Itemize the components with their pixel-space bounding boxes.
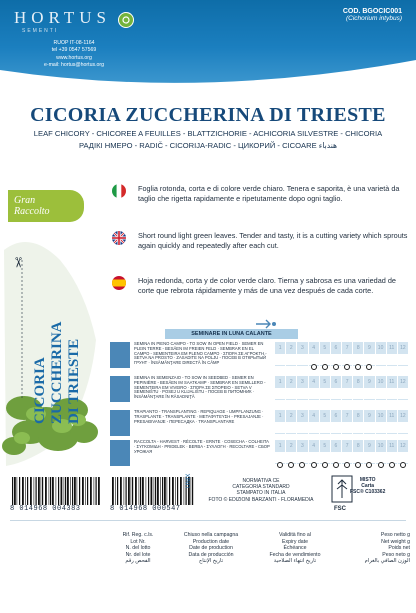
barcode-bar (14, 477, 16, 505)
month-marker-cell (309, 355, 319, 366)
barcode-bar (56, 477, 57, 505)
transplant-icon (110, 410, 130, 436)
month-cell: 10 (376, 376, 386, 388)
month-marker-cell (342, 389, 352, 400)
barcode-bar (98, 477, 100, 505)
barcode-bar (49, 477, 50, 505)
net-weight-column (338, 532, 410, 565)
calendar-row-label: TRAPIANTO - TRANSPLANTING · REPIQUAGE - UMPFLANZUNG · TRASPLANTE - TRANSPLANTE · ΜΕΤΑΦΥΤΕΥΣΗ - PRESAJANJE · PRESAĐIVANJE - ПЕРЕСАДКА · TRANSPLANTARE (134, 409, 264, 424)
meta-line: Peso neto g (382, 551, 410, 558)
waning-moon-dot-icon (355, 364, 361, 370)
barcode-bar (36, 477, 37, 505)
month-cell: 5 (320, 376, 330, 388)
barcode-bar (115, 477, 116, 505)
month-marker-cell (342, 423, 352, 434)
barcode-bar (30, 477, 32, 505)
translated-names-line-1: LEAF CHICORY - CHICOREE A FEUILLES - BLATTZICHORIE - ACHICORIA SILVESTRE - CHICORIA (33, 129, 383, 138)
month-marker-cell (376, 423, 386, 434)
contact-line: tel +39 0547 57569 (51, 47, 97, 54)
month-marker-cell (353, 423, 363, 434)
barcode-bar (169, 477, 170, 505)
month-marker-cell (297, 453, 307, 464)
barcode-bar (90, 477, 92, 505)
month-cell: 12 (398, 440, 408, 452)
barcode-bar (157, 477, 159, 505)
regulation-info (206, 478, 316, 503)
regulation-line: FOTO © EDIZIONI BARZANTI - FLORAMEDIA (208, 496, 314, 503)
month-cell: 11 (387, 342, 397, 354)
barcode-bar (142, 477, 144, 505)
month-cell: 1 (275, 342, 285, 354)
barcode-bar (120, 477, 122, 505)
month-cell: 2 (286, 410, 296, 422)
meta-line: تاريخ الإنتاج (198, 558, 224, 565)
barcode-bar (25, 477, 26, 505)
product-code-box (343, 8, 402, 22)
waning-moon-dot-icon (322, 364, 328, 370)
month-marker-cell (342, 453, 352, 464)
barcode-bar (79, 477, 80, 505)
barcode-bar (192, 477, 193, 505)
vertical-product-name (32, 268, 84, 428)
harvest-icon (110, 440, 130, 466)
contact-line: www.hortus.org (56, 54, 92, 61)
month-marker-cell (376, 453, 386, 464)
barcode-bar (19, 477, 20, 505)
waning-moon-dot-icon (366, 462, 372, 468)
month-cell: 4 (309, 440, 319, 452)
month-marker-cell (297, 355, 307, 366)
barcode-bar (155, 477, 156, 505)
barcode-bar (148, 477, 149, 505)
month-marker-cell (398, 453, 408, 464)
month-cell: 4 (309, 376, 319, 388)
month-cell: 6 (331, 376, 341, 388)
month-cell: 6 (331, 342, 341, 354)
barcode-bar (22, 477, 24, 505)
month-cell: 2 (286, 440, 296, 452)
month-cell: 10 (376, 440, 386, 452)
fsc-line: Carta (361, 483, 375, 489)
barcode-bar (94, 477, 95, 505)
description-english (118, 231, 408, 250)
month-marker-cell (309, 423, 319, 434)
month-cell: 8 (353, 342, 363, 354)
month-grid (275, 376, 408, 400)
meta-line: Data de producción (188, 551, 234, 558)
barcode-bar (135, 477, 137, 505)
meta-line: Peso netto g (380, 532, 410, 538)
barcode-bar (65, 477, 66, 505)
vertical-name-line: CICORIA (32, 357, 48, 424)
month-marker-cell (398, 389, 408, 400)
waning-moon-dot-icon (322, 462, 328, 468)
barcode-bar (27, 477, 28, 505)
month-marker-cell (353, 389, 363, 400)
meta-line: N. del lotto (125, 545, 151, 552)
month-marker-cell (309, 453, 319, 464)
waning-moon-dot-icon (299, 462, 305, 468)
meta-line: Nr. del lote (125, 551, 151, 558)
month-marker-cell (286, 355, 296, 366)
barcode-bar (85, 477, 86, 505)
month-marker-cell (387, 389, 397, 400)
month-cell: 6 (331, 440, 341, 452)
barcode-1-number: 8 014968 004383 (10, 505, 81, 513)
fsc-line: MISTO (359, 477, 376, 483)
month-grid (275, 440, 408, 464)
month-marker-cell (320, 423, 330, 434)
month-cell: 8 (353, 440, 363, 452)
waning-moon-dot-icon (355, 462, 361, 468)
month-marker-cell (331, 453, 341, 464)
description-italian (118, 184, 408, 203)
barcode-bar (34, 477, 35, 505)
vertical-name-line: DI TRIESTE (66, 338, 82, 424)
month-cell: 9 (364, 376, 374, 388)
waning-moon-dot-icon (344, 462, 350, 468)
barcode-bar (38, 477, 40, 505)
brand-logo: HORTUS (14, 8, 111, 27)
gran-raccolto-badge (8, 190, 84, 222)
meta-line: Date de production (189, 545, 233, 552)
waning-moon-dot-icon (378, 462, 384, 468)
month-cell: 1 (275, 410, 285, 422)
meta-line: Validità fino al (279, 532, 311, 538)
description-text: Foglia rotonda, corta e di colore verde chiaro. Tenera e saporita, è una varietà da taglio che rigetta rapidamente e ripetutamente dopo ogni taglio. (138, 184, 400, 203)
meta-line: Net weight g (381, 538, 410, 545)
barcode-bar (96, 477, 97, 505)
barcode-bar (50, 477, 51, 505)
seedbed-icon (110, 376, 130, 402)
barcode-bar (164, 477, 166, 505)
month-cell: 9 (364, 342, 374, 354)
barcode-bar (64, 477, 65, 505)
meta-line: Poids net (388, 545, 410, 552)
month-cell: 4 (309, 410, 319, 422)
month-cell: 7 (342, 410, 352, 422)
month-cell: 11 (387, 376, 397, 388)
waning-moon-dot-icon (311, 364, 317, 370)
barcode-bar (70, 477, 71, 505)
barcode-bar (67, 477, 69, 505)
month-cell: 10 (376, 342, 386, 354)
barcode-bar (139, 477, 140, 505)
month-cell: 12 (398, 410, 408, 422)
month-cell: 1 (275, 440, 285, 452)
month-cell: 8 (353, 376, 363, 388)
month-cell: 3 (297, 342, 307, 354)
month-marker-cell (286, 453, 296, 464)
barcode-bar (61, 477, 63, 505)
month-marker-cell (398, 355, 408, 366)
barcode-bar (58, 477, 59, 505)
month-cell: 11 (387, 410, 397, 422)
month-marker-cell (309, 389, 319, 400)
calendar-row-label: SEMINA IN PIENO CAMPO - TO SOW IN OPEN FIELD · SEMER EN PLEIN TERRE - BESÄEN IM FREIEN FELD · SEMBRAR EN EL CAMPO - SEMENTEIRA EM PLENO CAMPO · ΣΠΟΡΑ ΣΕ ΑΓΡΟΚΤΗ - SETVA NA PROSTO · ZASADITE NA POLJU - ПОСЕВ В ОТКРЫТЫЙ ГРУНТ · ÎNSĂMÂNŢARE DIRECTĂ ÎN CÂMP (134, 341, 267, 366)
month-marker-cell (320, 389, 330, 400)
meta-line: Fecha de vendimiento (269, 551, 321, 558)
calendar-header-waning-moon: SEMINARE IN LUNA CALANTE (165, 329, 298, 339)
month-marker-cell (364, 355, 374, 366)
month-marker-cell (364, 453, 374, 464)
month-cell: 3 (297, 410, 307, 422)
month-marker-cell (331, 355, 341, 366)
barcode-bar (132, 477, 133, 505)
month-cell: 7 (342, 376, 352, 388)
waning-moon-dot-icon (344, 364, 350, 370)
month-marker-cell (275, 453, 285, 464)
meta-line: Échéance (283, 545, 307, 552)
footer-divider (10, 520, 406, 521)
production-date-column (170, 532, 252, 565)
barcode-bar (124, 477, 125, 505)
barcode-bar (52, 477, 54, 505)
contact-line: RUOP IT-08-1164 (53, 40, 95, 46)
calendar-row-label: RACCOLTA - HARVEST · RÉCOLTE - ERNTE · COSECHA - COLHEITA · ΣΥΓΚΟΜΙΔΗ - PRIDELEK · BERBA - ΣΥΛΛΟΓΗ · RECOLTARE - СБОР УРОЖАЯ (134, 439, 270, 454)
barcode-bar (146, 477, 147, 505)
waning-moon-dot-icon (333, 364, 339, 370)
month-marker-cell (297, 423, 307, 434)
barcode-bar (167, 477, 168, 505)
month-cell: 11 (387, 440, 397, 452)
waning-moon-dot-icon (333, 462, 339, 468)
barcode-bar (162, 477, 163, 505)
month-marker-cell (320, 355, 330, 366)
calendar-row-label: SEMINA IN SEMENZAIO - TO SOW IN SEEDBED · SEMER EN PEPINIÈRE - BESÄEN IM SAATKAMP · SEMBRAR EN SEMILLERO - SEMENTEIRA EM VIVEIRO · ΣΠΟΡΑ ΣΕ ΣΠΟΡΕΙΟ - SETVA V SEMENIŠTU · POSEJ U KLIJALIŠTU - ПОСЕВ В ПИТОМНИК · ÎNSĂMÂNŢARE ÎN RĂSADNIŢĂ (134, 375, 266, 400)
scissors-icon: ✂ (10, 256, 27, 269)
barcode-bar (151, 477, 153, 505)
product-code: COD. BGOCIC001 (342, 8, 402, 15)
meta-line: الفحص رقم (125, 558, 151, 565)
contact-line: e-mail: hortus@hortus.org (43, 62, 105, 69)
waning-moon-dot-icon (389, 462, 395, 468)
barcode-bar (180, 477, 182, 505)
month-cell: 3 (297, 376, 307, 388)
lot-info-column (110, 532, 166, 565)
waning-moon-dot-icon (400, 462, 406, 468)
description-spanish (118, 276, 408, 295)
barcode-bar (77, 477, 78, 505)
waning-moon-dot-icon (288, 462, 294, 468)
month-marker-cell (398, 423, 408, 434)
barcode-bar (160, 477, 161, 505)
meta-line: تاريخ انتهاء الصلاحية (273, 558, 317, 565)
regulation-line: CATEGORIA STANDARD (232, 484, 290, 491)
month-cell: 12 (398, 342, 408, 354)
month-grid (275, 342, 408, 366)
description-text: Hoja redonda, corta y de color verde claro. Tierna y sabrosa es una variedad de corte que rebrota rápidamente y más de una vez después de cada corte. (138, 276, 396, 295)
header-band (0, 0, 416, 86)
month-marker-cell (275, 423, 285, 434)
meta-line: Lot Nr. (130, 538, 146, 545)
barcode-bar (112, 477, 114, 505)
month-cell: 5 (320, 440, 330, 452)
meta-line: Expiry date (282, 538, 308, 545)
month-cell: 3 (297, 440, 307, 452)
waning-moon-dot-icon (311, 462, 317, 468)
month-cell: 8 (353, 410, 363, 422)
barcode-bar (117, 477, 118, 505)
fsc-line: FSC® C103362 (350, 489, 386, 495)
month-cell: 7 (342, 440, 352, 452)
month-marker-cell (364, 389, 374, 400)
barcode-bar (41, 477, 42, 505)
barcode-bar (17, 477, 18, 505)
month-cell: 12 (398, 376, 408, 388)
month-cell: 2 (286, 376, 296, 388)
month-cell: 9 (364, 410, 374, 422)
month-cell: 6 (331, 410, 341, 422)
month-marker-cell (353, 355, 363, 366)
svg-text:FSC: FSC (334, 506, 346, 512)
month-marker-cell (286, 423, 296, 434)
badge-line-2: Raccolto (14, 206, 50, 217)
waning-moon-dot-icon (366, 364, 372, 370)
barcode-bar (128, 477, 130, 505)
month-marker-cell (275, 389, 285, 400)
barcode-bar (172, 477, 174, 505)
barcode-bar (45, 477, 47, 505)
month-marker-cell (286, 389, 296, 400)
product-title: CICORIA ZUCCHERINA DI TRIESTE (30, 104, 386, 126)
month-marker-cell (331, 389, 341, 400)
sowing-field-icon (110, 342, 130, 368)
month-marker-cell (342, 355, 352, 366)
barcode-bar (74, 477, 76, 505)
barcode-bar (184, 477, 185, 505)
month-grid (275, 410, 408, 434)
vertical-name-line: ZUCCHERINA (49, 321, 65, 424)
month-cell: 5 (320, 342, 330, 354)
meta-line: Production date (192, 538, 230, 545)
month-cell: 2 (286, 342, 296, 354)
month-cell: 10 (376, 410, 386, 422)
expiry-date-column (255, 532, 335, 565)
barcode-bar (126, 477, 127, 505)
badge-line-1: Gran (14, 195, 36, 206)
unix-label: UNIX (186, 473, 192, 488)
month-marker-cell (364, 423, 374, 434)
latin-name: (Cichorium intybus) (346, 15, 402, 22)
recycle-badge-icon (118, 12, 134, 28)
contact-info (14, 40, 134, 70)
month-cell: 7 (342, 342, 352, 354)
description-text: Short round light green leaves. Tender and tasty, it is a cutting variety which sprouts again quickly and repeatedly after each cut. (138, 231, 408, 250)
barcode-bar (42, 477, 43, 505)
month-cell: 5 (320, 410, 330, 422)
month-cell: 1 (275, 376, 285, 388)
month-cell: 9 (364, 440, 374, 452)
month-marker-cell (275, 355, 285, 366)
month-cell: 4 (309, 342, 319, 354)
translated-names-line-2: РАДІКІ ΗΜΕΡΟ - RADIČ - CICORIJA-RADIC - ЦИКОРИЙ - CICOARE هندباء (78, 141, 338, 150)
barcode-bar (154, 477, 155, 505)
regulation-line: STAMPATO IN ITALIA (236, 490, 286, 497)
month-marker-cell (320, 453, 330, 464)
meta-line: الوزن الصافي بالغرام (364, 558, 410, 565)
barcode-bar (72, 477, 73, 505)
barcode-bar (140, 477, 141, 505)
month-marker-cell (353, 453, 363, 464)
regulation-line: NORMATIVA CE (242, 478, 280, 484)
month-marker-cell (387, 423, 397, 434)
barcode-2-number: 8 014968 000547 (110, 505, 181, 513)
barcode-bar (12, 477, 13, 505)
month-marker-cell (387, 453, 397, 464)
barcode-bar (82, 477, 84, 505)
month-marker-cell (376, 389, 386, 400)
meta-line: Chiuso nella campagna (183, 532, 239, 538)
month-marker-cell (331, 423, 341, 434)
barcode-bar (175, 477, 176, 505)
barcode-bar (177, 477, 178, 505)
barcode-bar (87, 477, 88, 505)
month-marker-cell (376, 355, 386, 366)
brand-subtitle: SEMENTI (22, 28, 59, 34)
waning-moon-dot-icon (277, 462, 283, 468)
month-marker-cell (387, 355, 397, 366)
fsc-label (350, 477, 385, 495)
barcode-bar (131, 477, 132, 505)
month-marker-cell (297, 389, 307, 400)
meta-line: Rif. Reg. c.ls. (122, 532, 154, 538)
